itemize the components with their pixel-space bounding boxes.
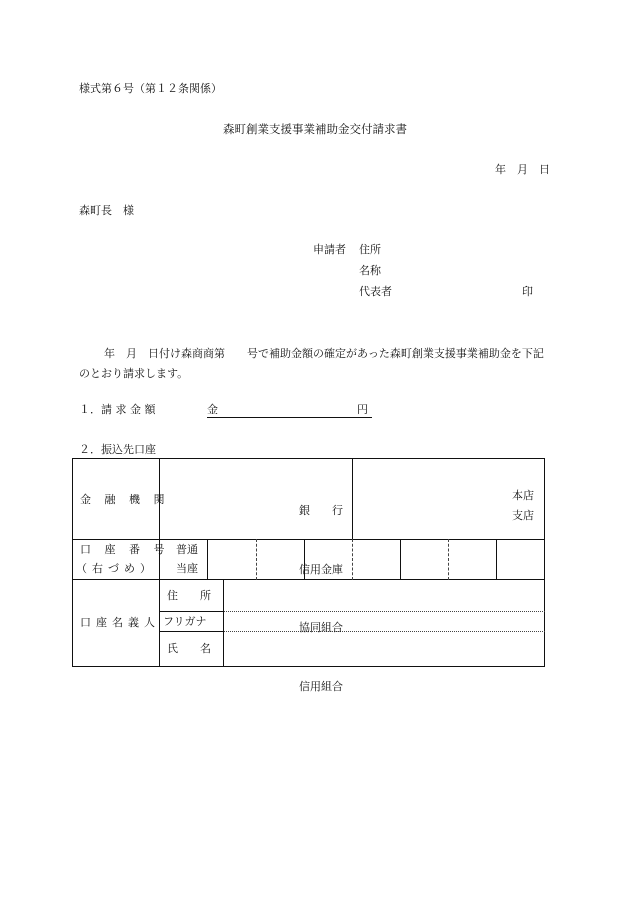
branch-name-field[interactable] (353, 459, 503, 539)
request-statement: 年 月 日付け森商商第 号で補助金額の確定があった森町創業支援事業補助金を下記のとおり請求します。 (79, 347, 544, 380)
applicant-name-label: 名称 (359, 264, 381, 277)
document-title: 森町創業支援事業補助金交付請求書 (223, 122, 407, 136)
holder-name-field[interactable] (224, 632, 544, 666)
holder-address-field[interactable] (224, 580, 544, 611)
branch-type-branch: 支店 (512, 508, 534, 522)
holder-label-divider (159, 611, 223, 612)
holder-label: 口座名義人 (80, 616, 160, 629)
applicant-representative-label: 代表者 (359, 285, 392, 298)
holder-furigana-label: フリガナ (163, 615, 207, 628)
account-number-label: 口 座 番 号 (80, 543, 170, 556)
bank-type-bank: 銀 行 (299, 504, 343, 517)
account-number-note: （右づめ） (76, 562, 156, 575)
applicant-address-label: 住所 (359, 243, 381, 256)
form-number: 様式第６号（第１２条関係） (79, 82, 222, 95)
account-type-current: 当座 (176, 562, 198, 575)
addressee: 森町長 様 (79, 204, 134, 217)
account-type-ordinary: 普通 (176, 543, 198, 556)
holder-name-label: 氏 名 (167, 642, 211, 655)
branch-type-main: 本店 (512, 489, 534, 502)
bank-type-cooperative: 協同組合 (299, 621, 343, 634)
amount-prefix: 金 (207, 403, 218, 416)
holder-furigana-field[interactable] (224, 612, 544, 631)
amount-unit: 円 (357, 403, 368, 416)
seal-mark: 印 (522, 285, 533, 298)
amount-entry-line[interactable] (207, 417, 372, 418)
institution-label: 金 融 機 関 (80, 493, 170, 506)
account-heading: ２．振込先口座 (79, 443, 156, 456)
bank-type-credit-bank: 信用金庫 (299, 562, 343, 576)
bank-name-field[interactable] (160, 459, 280, 539)
branch-type-list (512, 486, 534, 525)
bank-type-credit-union: 信用組合 (299, 679, 343, 693)
applicant-label: 申請者 (313, 243, 346, 256)
holder-label-divider (159, 631, 223, 632)
account-number-digits[interactable] (208, 540, 544, 579)
holder-address-label: 住 所 (167, 589, 211, 602)
amount-label: １．請 求 金 額 (79, 403, 156, 416)
date-line: 年 月 日 (495, 163, 550, 176)
